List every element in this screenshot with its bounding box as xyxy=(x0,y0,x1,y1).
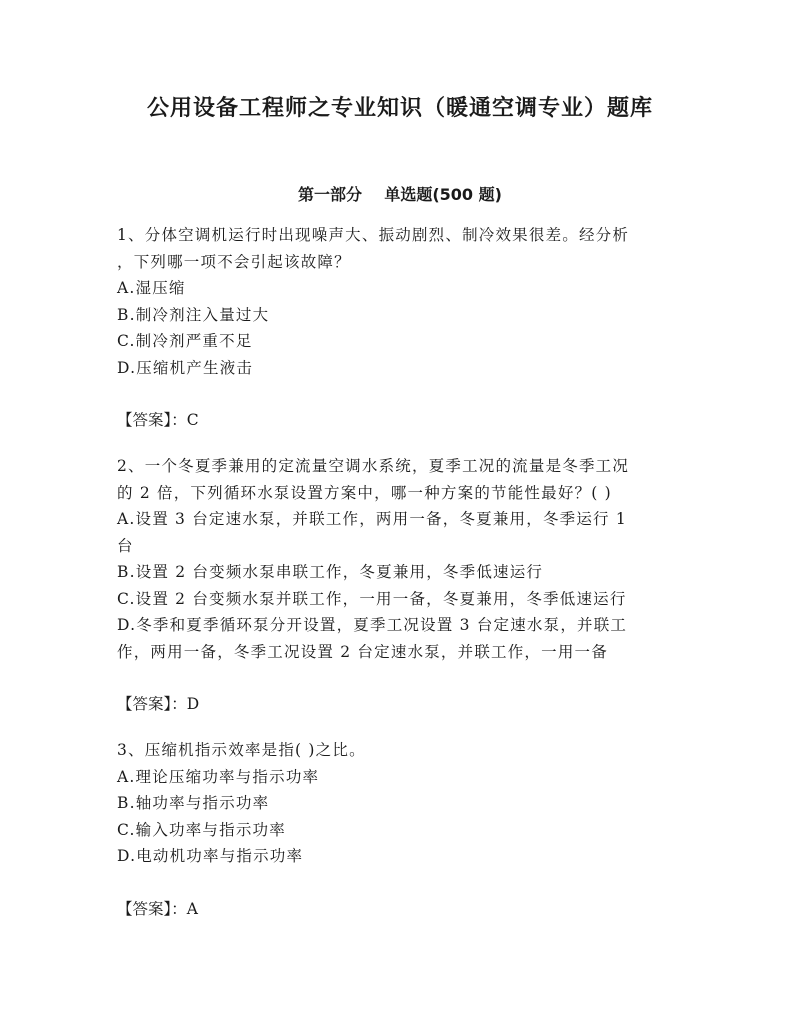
option-b: B.制冷剂注入量过大 xyxy=(117,305,270,324)
option-d: D.电动机功率与指示功率 xyxy=(117,847,304,865)
section-title: 第一部分 单选题(500 题) xyxy=(298,185,502,204)
question-stem-line: 3、压缩机指示效率是指( )之比。 xyxy=(117,741,366,759)
option-c: C.输入功率与指示功率 xyxy=(117,820,286,839)
option-a: A.湿压缩 xyxy=(117,279,186,297)
answer-value: D xyxy=(186,695,200,713)
answer-line xyxy=(117,407,685,433)
option-d: D.冬季和夏季循环泵分开设置，夏季工况设置 3 台定速水泵，并联工 xyxy=(117,616,628,634)
question-block xyxy=(117,453,685,717)
option-c: C.制冷剂严重不足 xyxy=(117,332,253,350)
question-block xyxy=(117,222,685,433)
option-a: A.理论压缩功率与指示功率 xyxy=(117,767,320,786)
answer-line xyxy=(117,691,685,717)
option-a: A.设置 3 台定速水泵，并联工作，两用一备，冬夏兼用，冬季运行 1 xyxy=(117,510,627,528)
answer-label: 【答案】： xyxy=(117,411,187,429)
answer-line xyxy=(117,896,685,922)
question-stem-line: 的 2 倍，下列循环水泵设置方案中，哪一种方案的节能性最好？( ) xyxy=(117,483,612,502)
answer-label: 【答案】： xyxy=(117,695,187,713)
answer-label: 【答案】： xyxy=(117,899,187,918)
question-stem-line: ，下列哪一项不会引起该故障？ xyxy=(117,252,351,271)
option-b: B.设置 2 台变频水泵串联工作，冬夏兼用，冬季低速运行 xyxy=(117,563,544,581)
option-a-continued: 台 xyxy=(117,536,134,555)
document-title: 公用设备工程师之专业知识（暖通空调专业）题库 xyxy=(146,96,653,121)
option-b: B.轴功率与指示功率 xyxy=(117,794,270,812)
question-list xyxy=(117,222,685,942)
question-block xyxy=(117,737,685,922)
answer-value: A xyxy=(186,899,198,918)
question-stem-line: 1、分体空调机运行时出现噪声大、振动剧烈、制冷效果很差。经分析 xyxy=(117,226,630,244)
option-d: D.压缩机产生液击 xyxy=(117,358,254,377)
option-c: C.设置 2 台变频水泵并联工作，一用一备，冬夏兼用，冬季低速运行 xyxy=(117,589,627,608)
answer-value: C xyxy=(186,411,199,429)
option-d-continued: 作，两用一备，冬季工况设置 2 台定速水泵，并联工作，一用一备 xyxy=(117,642,608,661)
question-stem-line: 2、一个冬夏季兼用的定流量空调水系统，夏季工况的流量是冬季工况 xyxy=(117,457,630,475)
